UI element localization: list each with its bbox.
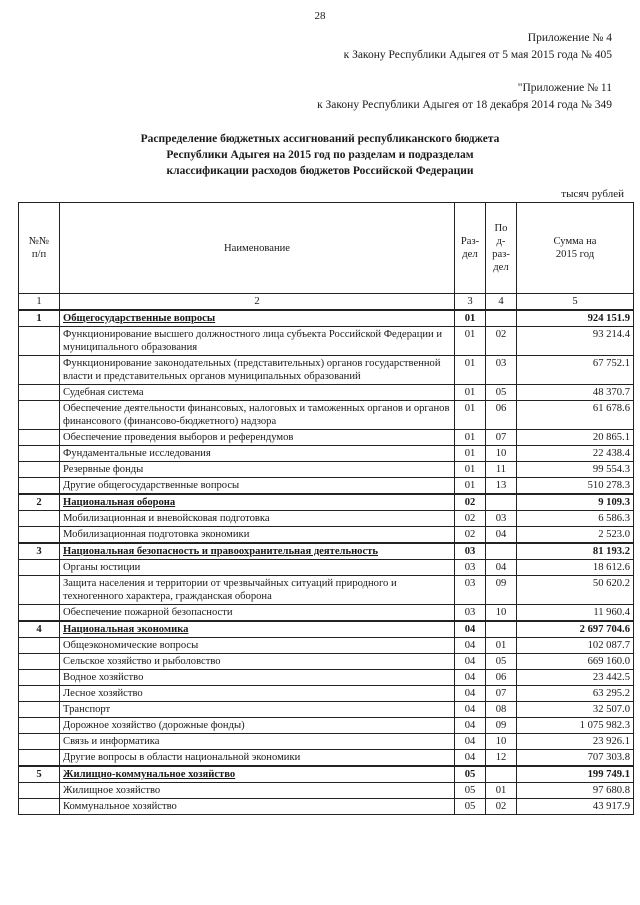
table-row — [19, 718, 634, 734]
row-number — [19, 718, 60, 734]
table-row — [19, 654, 634, 670]
table-row — [19, 670, 634, 686]
row-number — [19, 576, 60, 605]
row-section: 04 — [455, 670, 486, 686]
row-amount: 11 960.4 — [517, 605, 634, 622]
row-amount: 102 087.7 — [517, 638, 634, 654]
row-amount: 63 295.2 — [517, 686, 634, 702]
index-cell: 3 — [455, 294, 486, 311]
table-row — [19, 527, 634, 544]
row-section: 01 — [455, 401, 486, 430]
row-subsection: 09 — [486, 576, 517, 605]
row-name: Национальная оборона — [60, 494, 455, 511]
table-row — [19, 799, 634, 815]
index-cell: 4 — [486, 294, 517, 311]
row-subsection: 10 — [486, 605, 517, 622]
table-row — [19, 446, 634, 462]
row-section: 02 — [455, 527, 486, 544]
column-index-row — [19, 294, 634, 311]
row-section: 01 — [455, 327, 486, 356]
header-subsection — [486, 203, 517, 294]
table-row — [19, 702, 634, 718]
row-number — [19, 702, 60, 718]
row-name: Сельское хозяйство и рыболовство — [60, 654, 455, 670]
index-cell: 5 — [517, 294, 634, 311]
table-row — [19, 327, 634, 356]
row-number — [19, 327, 60, 356]
row-section: 01 — [455, 478, 486, 495]
row-section: 03 — [455, 560, 486, 576]
row-amount: 2 523.0 — [517, 527, 634, 544]
row-name: Связь и информатика — [60, 734, 455, 750]
row-section: 02 — [455, 511, 486, 527]
table-row — [19, 560, 634, 576]
row-amount: 9 109.3 — [517, 494, 634, 511]
row-name: Обеспечение пожарной безопасности — [60, 605, 455, 622]
table-section-row — [19, 494, 634, 511]
row-section: 01 — [455, 462, 486, 478]
row-number — [19, 401, 60, 430]
row-number — [19, 638, 60, 654]
header-subsection-line: дел — [493, 262, 509, 273]
row-subsection: 03 — [486, 511, 517, 527]
row-section: 04 — [455, 686, 486, 702]
row-subsection: 05 — [486, 654, 517, 670]
row-number — [19, 783, 60, 799]
appendix-original — [317, 80, 612, 114]
row-subsection: 12 — [486, 750, 517, 767]
row-amount: 22 438.4 — [517, 446, 634, 462]
table-row — [19, 511, 634, 527]
header-amount-line: Сумма на — [553, 236, 597, 247]
row-section: 01 — [455, 356, 486, 385]
header-num-line: п/п — [31, 249, 47, 260]
row-section: 05 — [455, 766, 486, 783]
document-title-line: Распределение бюджетных ассигнований республиканского бюджета — [140, 133, 500, 145]
row-subsection: 04 — [486, 527, 517, 544]
row-section: 04 — [455, 750, 486, 767]
row-subsection: 09 — [486, 718, 517, 734]
row-subsection: 13 — [486, 478, 517, 495]
row-name: Лесное хозяйство — [60, 686, 455, 702]
row-subsection: 08 — [486, 702, 517, 718]
row-name: Защита населения и территории от чрезвычайных ситуаций природного и техногенного характера, гражданская оборона — [60, 576, 455, 605]
row-amount: 93 214.4 — [517, 327, 634, 356]
row-amount: 20 865.1 — [517, 430, 634, 446]
table-row — [19, 750, 634, 767]
table-row — [19, 462, 634, 478]
row-name: Мобилизационная и вневойсковая подготовка — [60, 511, 455, 527]
header-section — [455, 203, 486, 294]
row-section: 04 — [455, 638, 486, 654]
row-name: Общегосударственные вопросы — [60, 310, 455, 327]
row-section: 03 — [455, 543, 486, 560]
row-amount: 1 075 982.3 — [517, 718, 634, 734]
row-number — [19, 430, 60, 446]
row-name: Другие общегосударственные вопросы — [60, 478, 455, 495]
row-subsection: 10 — [486, 446, 517, 462]
table-header-row — [19, 203, 634, 294]
row-number — [19, 654, 60, 670]
row-number — [19, 605, 60, 622]
header-num-line: №№ — [28, 236, 50, 247]
row-number — [19, 670, 60, 686]
page-number: 28 — [314, 10, 326, 22]
row-number — [19, 511, 60, 527]
row-amount: 707 303.8 — [517, 750, 634, 767]
row-amount: 99 554.3 — [517, 462, 634, 478]
header-amount — [517, 203, 634, 294]
row-amount: 32 507.0 — [517, 702, 634, 718]
row-amount: 50 620.2 — [517, 576, 634, 605]
row-section: 03 — [455, 605, 486, 622]
row-subsection — [486, 543, 517, 560]
row-subsection: 07 — [486, 430, 517, 446]
appendix-original-reference: к Закону Республики Адыгея от 18 декабря 2014 года № 349 — [317, 99, 612, 111]
row-amount: 199 749.1 — [517, 766, 634, 783]
row-name: Национальная экономика — [60, 621, 455, 638]
row-name: Национальная безопасность и правоохранительная деятельность — [60, 543, 455, 560]
row-subsection — [486, 766, 517, 783]
row-amount: 18 612.6 — [517, 560, 634, 576]
row-subsection — [486, 621, 517, 638]
row-subsection: 05 — [486, 385, 517, 401]
row-subsection: 04 — [486, 560, 517, 576]
row-amount: 23 442.5 — [517, 670, 634, 686]
row-amount: 510 278.3 — [517, 478, 634, 495]
row-number — [19, 527, 60, 544]
table-row — [19, 734, 634, 750]
row-name: Другие вопросы в области национальной экономики — [60, 750, 455, 767]
row-section: 01 — [455, 430, 486, 446]
row-section: 02 — [455, 494, 486, 511]
index-cell: 1 — [19, 294, 60, 311]
row-subsection: 03 — [486, 356, 517, 385]
table-row — [19, 783, 634, 799]
row-number: 5 — [19, 766, 60, 783]
row-subsection: 11 — [486, 462, 517, 478]
row-amount: 67 752.1 — [517, 356, 634, 385]
row-name: Функционирование высшего должностного лица субъекта Российской Федерации и муниципального образования — [60, 327, 455, 356]
row-name: Резервные фонды — [60, 462, 455, 478]
row-amount: 81 193.2 — [517, 543, 634, 560]
row-number — [19, 385, 60, 401]
appendix-current — [344, 30, 612, 64]
row-name: Коммунальное хозяйство — [60, 799, 455, 815]
row-section: 05 — [455, 799, 486, 815]
row-section: 03 — [455, 576, 486, 605]
table-row — [19, 430, 634, 446]
row-name: Обеспечение проведения выборов и референдумов — [60, 430, 455, 446]
row-section: 05 — [455, 783, 486, 799]
document-title — [0, 131, 640, 179]
row-subsection: 01 — [486, 638, 517, 654]
row-subsection: 02 — [486, 327, 517, 356]
row-subsection: 07 — [486, 686, 517, 702]
table-section-row — [19, 766, 634, 783]
row-section: 04 — [455, 718, 486, 734]
row-amount: 924 151.9 — [517, 310, 634, 327]
row-subsection: 02 — [486, 799, 517, 815]
row-subsection — [486, 310, 517, 327]
row-section: 04 — [455, 702, 486, 718]
row-number — [19, 560, 60, 576]
header-name: Наименование — [60, 203, 455, 294]
row-name: Функционирование законодательных (представительных) органов государственной власти и представительных органов муниципальных образований — [60, 356, 455, 385]
header-subsection-line: По — [494, 223, 508, 234]
header-amount-line: 2015 год — [555, 249, 595, 260]
row-subsection: 06 — [486, 401, 517, 430]
row-number — [19, 750, 60, 767]
row-name: Жилищное хозяйство — [60, 783, 455, 799]
header-num — [19, 203, 60, 294]
row-name: Обеспечение деятельности финансовых, налоговых и таможенных органов и органов финансового (финансово-бюджетного) надзора — [60, 401, 455, 430]
table-row — [19, 605, 634, 622]
budget-table — [18, 202, 634, 815]
table-section-row — [19, 621, 634, 638]
row-number: 2 — [19, 494, 60, 511]
row-subsection: 10 — [486, 734, 517, 750]
row-section: 01 — [455, 385, 486, 401]
row-name: Органы юстиции — [60, 560, 455, 576]
table-row — [19, 686, 634, 702]
row-number — [19, 462, 60, 478]
table-row — [19, 638, 634, 654]
row-amount: 2 697 704.6 — [517, 621, 634, 638]
table-row — [19, 356, 634, 385]
table-section-row — [19, 543, 634, 560]
row-amount: 23 926.1 — [517, 734, 634, 750]
row-name: Дорожное хозяйство (дорожные фонды) — [60, 718, 455, 734]
row-number — [19, 446, 60, 462]
row-number — [19, 686, 60, 702]
row-number — [19, 478, 60, 495]
row-name: Водное хозяйство — [60, 670, 455, 686]
table-section-row — [19, 310, 634, 327]
row-number: 1 — [19, 310, 60, 327]
row-amount: 669 160.0 — [517, 654, 634, 670]
row-name: Фундаментальные исследования — [60, 446, 455, 462]
row-amount: 48 370.7 — [517, 385, 634, 401]
row-amount: 97 680.8 — [517, 783, 634, 799]
table-row — [19, 478, 634, 495]
row-name: Мобилизационная подготовка экономики — [60, 527, 455, 544]
row-section: 01 — [455, 310, 486, 327]
row-name: Общеэкономические вопросы — [60, 638, 455, 654]
table-row — [19, 576, 634, 605]
appendix-original-title: "Приложение № 11 — [517, 82, 612, 94]
row-subsection: 01 — [486, 783, 517, 799]
row-number — [19, 356, 60, 385]
row-section: 04 — [455, 734, 486, 750]
document-title-line: Республики Адыгея на 2015 год по разделам и подразделам — [166, 149, 474, 161]
units-label: тысяч рублей — [561, 188, 624, 200]
row-number: 4 — [19, 621, 60, 638]
document-title-line: классификации расходов бюджетов Российской Федерации — [166, 165, 474, 177]
header-section-line: Раз- — [460, 236, 480, 247]
row-number — [19, 734, 60, 750]
row-section: 01 — [455, 446, 486, 462]
row-name: Судебная система — [60, 385, 455, 401]
row-amount: 43 917.9 — [517, 799, 634, 815]
row-number: 3 — [19, 543, 60, 560]
appendix-current-title: Приложение № 4 — [527, 32, 612, 44]
row-number — [19, 799, 60, 815]
header-section-line: дел — [462, 249, 478, 260]
row-amount: 61 678.6 — [517, 401, 634, 430]
row-amount: 6 586.3 — [517, 511, 634, 527]
index-cell: 2 — [60, 294, 455, 311]
row-subsection — [486, 494, 517, 511]
row-name: Жилищно-коммунальное хозяйство — [60, 766, 455, 783]
table-row — [19, 385, 634, 401]
header-subsection-line: д- — [496, 236, 506, 247]
row-name: Транспорт — [60, 702, 455, 718]
row-subsection: 06 — [486, 670, 517, 686]
header-subsection-line: раз- — [492, 249, 510, 260]
appendix-current-reference: к Закону Республики Адыгея от 5 мая 2015 года № 405 — [343, 49, 612, 61]
table-row — [19, 401, 634, 430]
row-section: 04 — [455, 621, 486, 638]
row-section: 04 — [455, 654, 486, 670]
